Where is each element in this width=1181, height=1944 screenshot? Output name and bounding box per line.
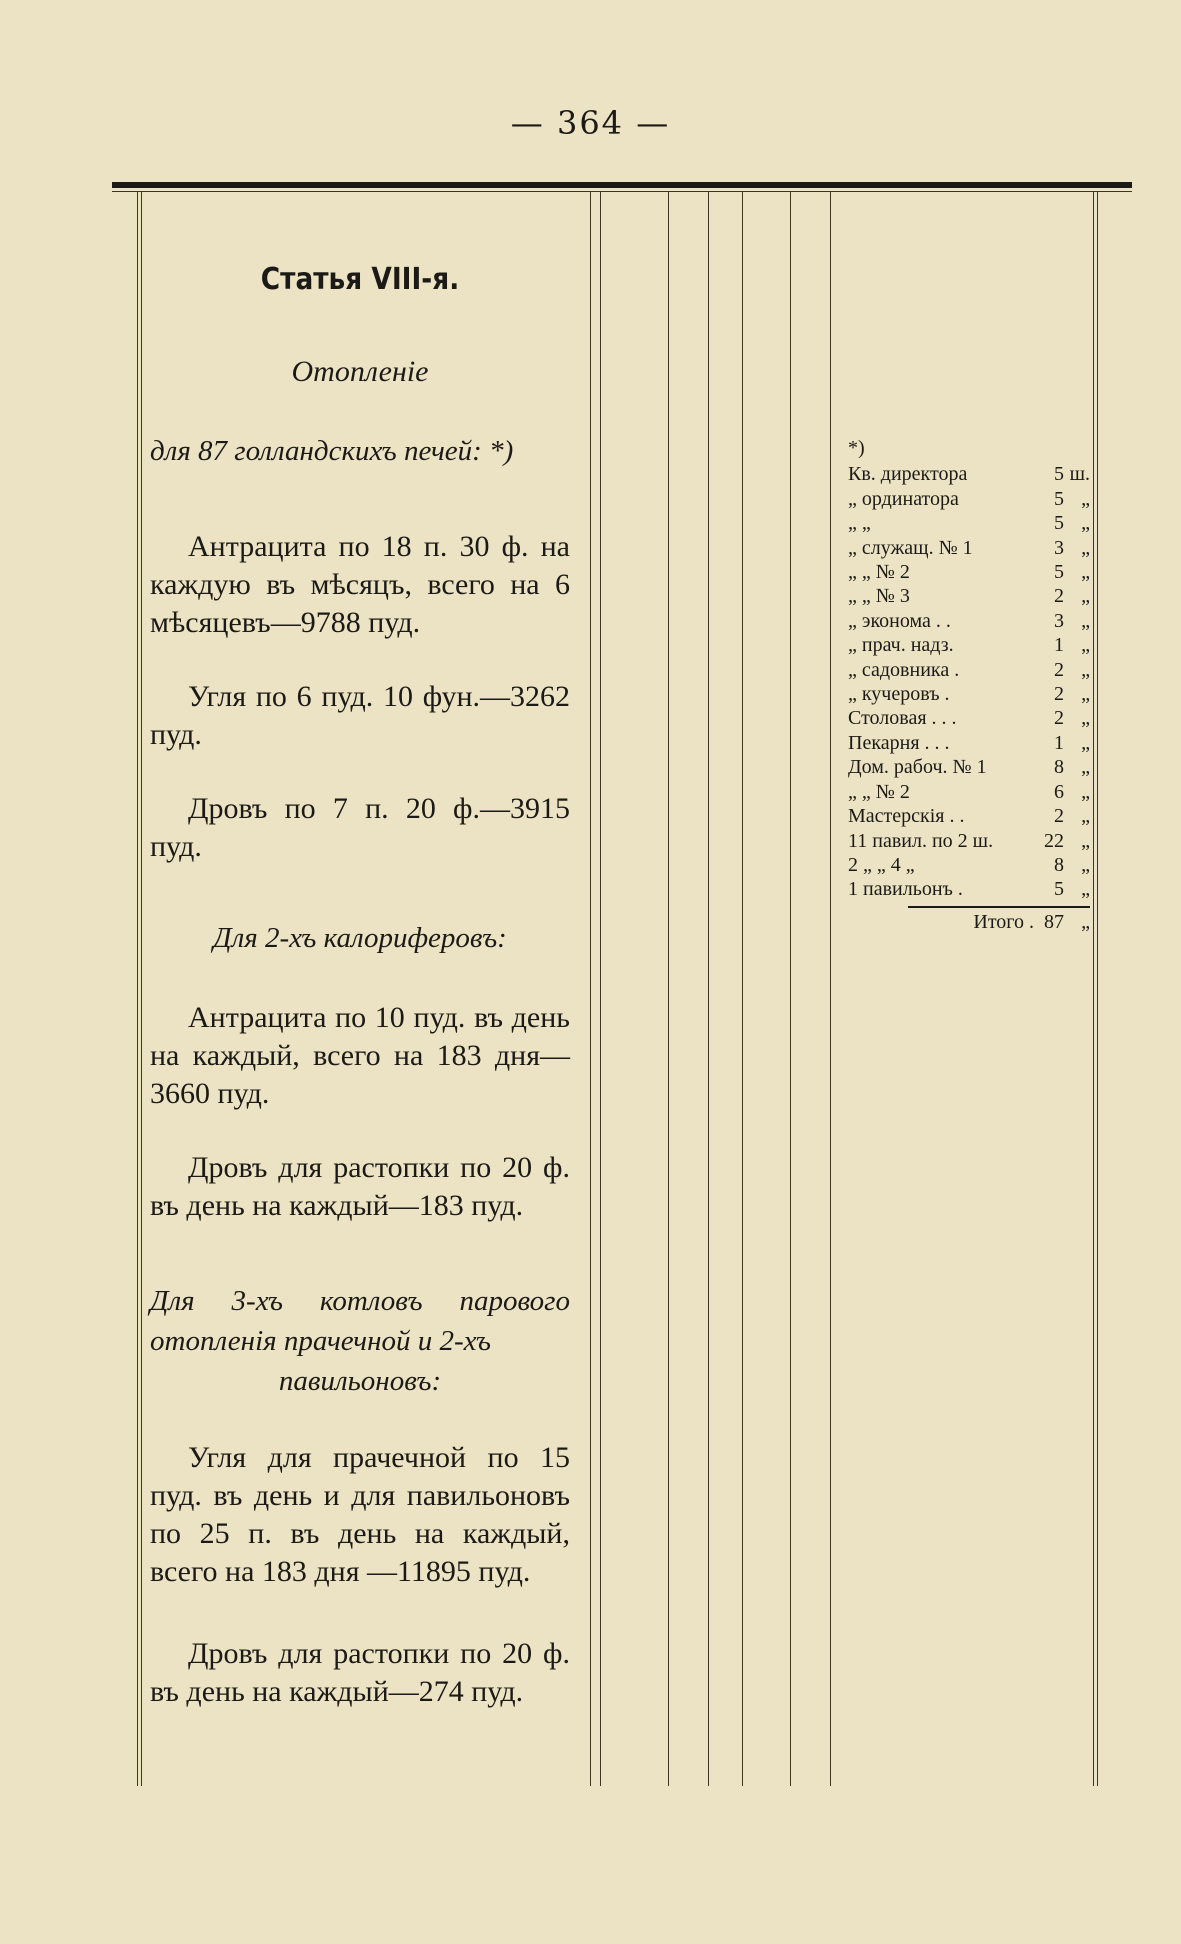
header-rule-thin xyxy=(112,191,1132,192)
footnote-row-label: Пекарня . . . xyxy=(848,731,950,754)
footnote-row-label: „ кучеровъ . xyxy=(848,683,950,706)
footnote-row-count: 3 xyxy=(1054,609,1064,632)
footnote-row xyxy=(848,487,1090,511)
footnote-row-count: 2 xyxy=(1054,585,1064,608)
boiler-wood-paragraph: Дровъ для растопки по 20 ф. въ день на каждый—274 пуд. xyxy=(150,1637,570,1708)
footnote-row-unit: „ xyxy=(1081,731,1090,754)
footnote-row-label: Дом. рабоч. № 1 xyxy=(848,756,987,779)
caloriferes-wood-paragraph: Дровъ для растопки по 20 ф. въ день на каждый—183 пуд. xyxy=(150,1151,570,1222)
footnote-row-count: 5 xyxy=(1054,512,1064,535)
footnote-total-count: 87 xyxy=(1044,910,1064,933)
footnote-row-unit: „ xyxy=(1081,609,1090,632)
footnote-row-label: „ ординатора xyxy=(848,487,959,510)
footnote-row-count: 2 xyxy=(1054,707,1064,730)
boilers-heading-main: Для 3-хъ котловъ парового отопленія прачечной и 2-хъ xyxy=(150,1285,570,1357)
footnote-row-count: 5 xyxy=(1054,487,1064,510)
caloriferes-anthracite-paragraph: Антрацита по 10 пуд. въ день на каждый, всего на 183 дня—3660 пуд. xyxy=(150,1001,570,1110)
footnote-row-unit: „ xyxy=(1081,658,1090,681)
footnote-row xyxy=(848,706,1090,730)
footnote-row xyxy=(848,584,1090,608)
anthracite-paragraph: Антрацита по 18 п. 30 ф. на каждую въ мѣсяцъ, всего на 6 мѣсяцевъ—9788 пуд. xyxy=(150,530,570,639)
footnote-row-unit: „ xyxy=(1081,756,1090,779)
footnote-row xyxy=(848,731,1090,755)
footnote-row xyxy=(848,536,1090,560)
coal-paragraph: Угля по 6 пуд. 10 фун.—3262 пуд. xyxy=(150,680,570,751)
footnote-row-label: „ эконома . . xyxy=(848,609,951,632)
footnote-row-unit: „ xyxy=(1081,878,1090,901)
footnote-total-unit: „ xyxy=(1081,910,1090,933)
footnote-row-count: 5 xyxy=(1054,878,1064,901)
footnote-row-label: Кв. директора xyxy=(848,463,968,486)
footnote-row xyxy=(848,658,1090,682)
footnote-row-label: „ садовника . xyxy=(848,658,960,681)
footnote-row xyxy=(848,462,1090,486)
footnote-row-label: 11 павил. по 2 ш. xyxy=(848,829,994,852)
footnote-row-label: „ „ № 2 xyxy=(848,561,910,584)
footnote-row-count: 2 xyxy=(1054,805,1064,828)
footnote-row xyxy=(848,804,1090,828)
column-divider xyxy=(668,192,669,1786)
footnote-row xyxy=(848,780,1090,804)
boiler-coal-paragraph: Угля для прачечной по 15 пуд. въ день и для павильоновъ по 25 п. въ день на каждый, всего на 183 дня —11895 пуд. xyxy=(150,1441,570,1588)
column-divider-right xyxy=(1093,192,1098,1786)
footnote-row-unit: ш. xyxy=(1069,463,1090,486)
footnote-row xyxy=(848,755,1090,779)
page-number: — 364 — xyxy=(510,104,671,142)
footnote-row-count: 2 xyxy=(1054,658,1064,681)
footnote-row-unit: „ xyxy=(1081,805,1090,828)
footnote-row-unit: „ xyxy=(1081,683,1090,706)
footnote-row-unit: „ xyxy=(1081,853,1090,876)
footnote-row-count: 8 xyxy=(1054,756,1064,779)
wood-paragraph: Дровъ по 7 п. 20 ф.—3915 пуд. xyxy=(150,792,570,863)
footnote-row-unit: „ xyxy=(1081,585,1090,608)
footnote-row xyxy=(848,829,1090,853)
column-divider xyxy=(600,192,601,1786)
footnote-marker: *) xyxy=(848,437,865,459)
footnote-total-rule xyxy=(908,906,1090,908)
footnote-row xyxy=(848,877,1090,901)
boilers-heading xyxy=(150,1281,570,1401)
footnote-row xyxy=(848,682,1090,706)
footnote-total-row xyxy=(848,910,1090,934)
footnote-row-label: „ „ № 3 xyxy=(848,585,910,608)
footnote-row xyxy=(848,609,1090,633)
footnote-row xyxy=(848,511,1090,535)
footnote-row-count: 8 xyxy=(1054,853,1064,876)
column-divider xyxy=(590,192,591,1786)
footnote-row-unit: „ xyxy=(1081,634,1090,657)
footnote-row-count: 1 xyxy=(1054,634,1064,657)
footnote-total-label: Итого . xyxy=(973,910,1034,933)
column-divider xyxy=(708,192,709,1786)
footnote-row-unit: „ xyxy=(1081,829,1090,852)
footnote-row-label: „ „ № 2 xyxy=(848,780,910,803)
article-subheading: Отопленіе xyxy=(291,355,429,388)
footnote-row-unit: „ xyxy=(1081,536,1090,559)
footnote-row-label: Мастерскія . . xyxy=(848,805,965,828)
header-rule xyxy=(112,182,1132,188)
column-divider xyxy=(790,192,791,1786)
footnote-row-count: 5 xyxy=(1054,561,1064,584)
footnote-row-count: 6 xyxy=(1054,780,1064,803)
footnote-stove-list xyxy=(848,436,1090,934)
article-column xyxy=(150,262,570,1747)
footnote-row-unit: „ xyxy=(1081,780,1090,803)
footnote-row xyxy=(848,853,1090,877)
boilers-heading-last: павильоновъ: xyxy=(278,1365,442,1397)
footnote-row xyxy=(848,633,1090,657)
footnote-row-unit: „ xyxy=(1081,487,1090,510)
footnote-rows xyxy=(848,462,1090,901)
footnote-row-label: Столовая . . . xyxy=(848,707,957,730)
footnote-row-count: 1 xyxy=(1054,731,1064,754)
column-divider-left xyxy=(137,192,142,1786)
footnote-row-count: 22 xyxy=(1044,829,1064,852)
footnote-row-label: 2 „ „ 4 „ xyxy=(848,853,915,876)
footnote-row-count: 2 xyxy=(1054,683,1064,706)
footnote-row-label: „ „ xyxy=(848,512,871,535)
column-divider xyxy=(742,192,743,1786)
footnote-row-unit: „ xyxy=(1081,512,1090,535)
footnote-row xyxy=(848,560,1090,584)
caloriferes-heading: Для 2-хъ калориферовъ: xyxy=(213,922,507,954)
stoves-line: для 87 голландскихъ печей: *) xyxy=(150,435,514,467)
footnote-row-count: 3 xyxy=(1054,536,1064,559)
article-heading: Статья VIII-я. xyxy=(260,262,460,297)
footnote-row-unit: „ xyxy=(1081,707,1090,730)
column-divider xyxy=(830,192,831,1786)
footnote-row-label: 1 павильонъ . xyxy=(848,878,963,901)
footnote-row-count: 5 xyxy=(1054,463,1064,486)
footnote-row-unit: „ xyxy=(1081,561,1090,584)
footnote-row-label: „ прач. надз. xyxy=(848,634,954,657)
footnote-row-label: „ служащ. № 1 xyxy=(848,536,973,559)
